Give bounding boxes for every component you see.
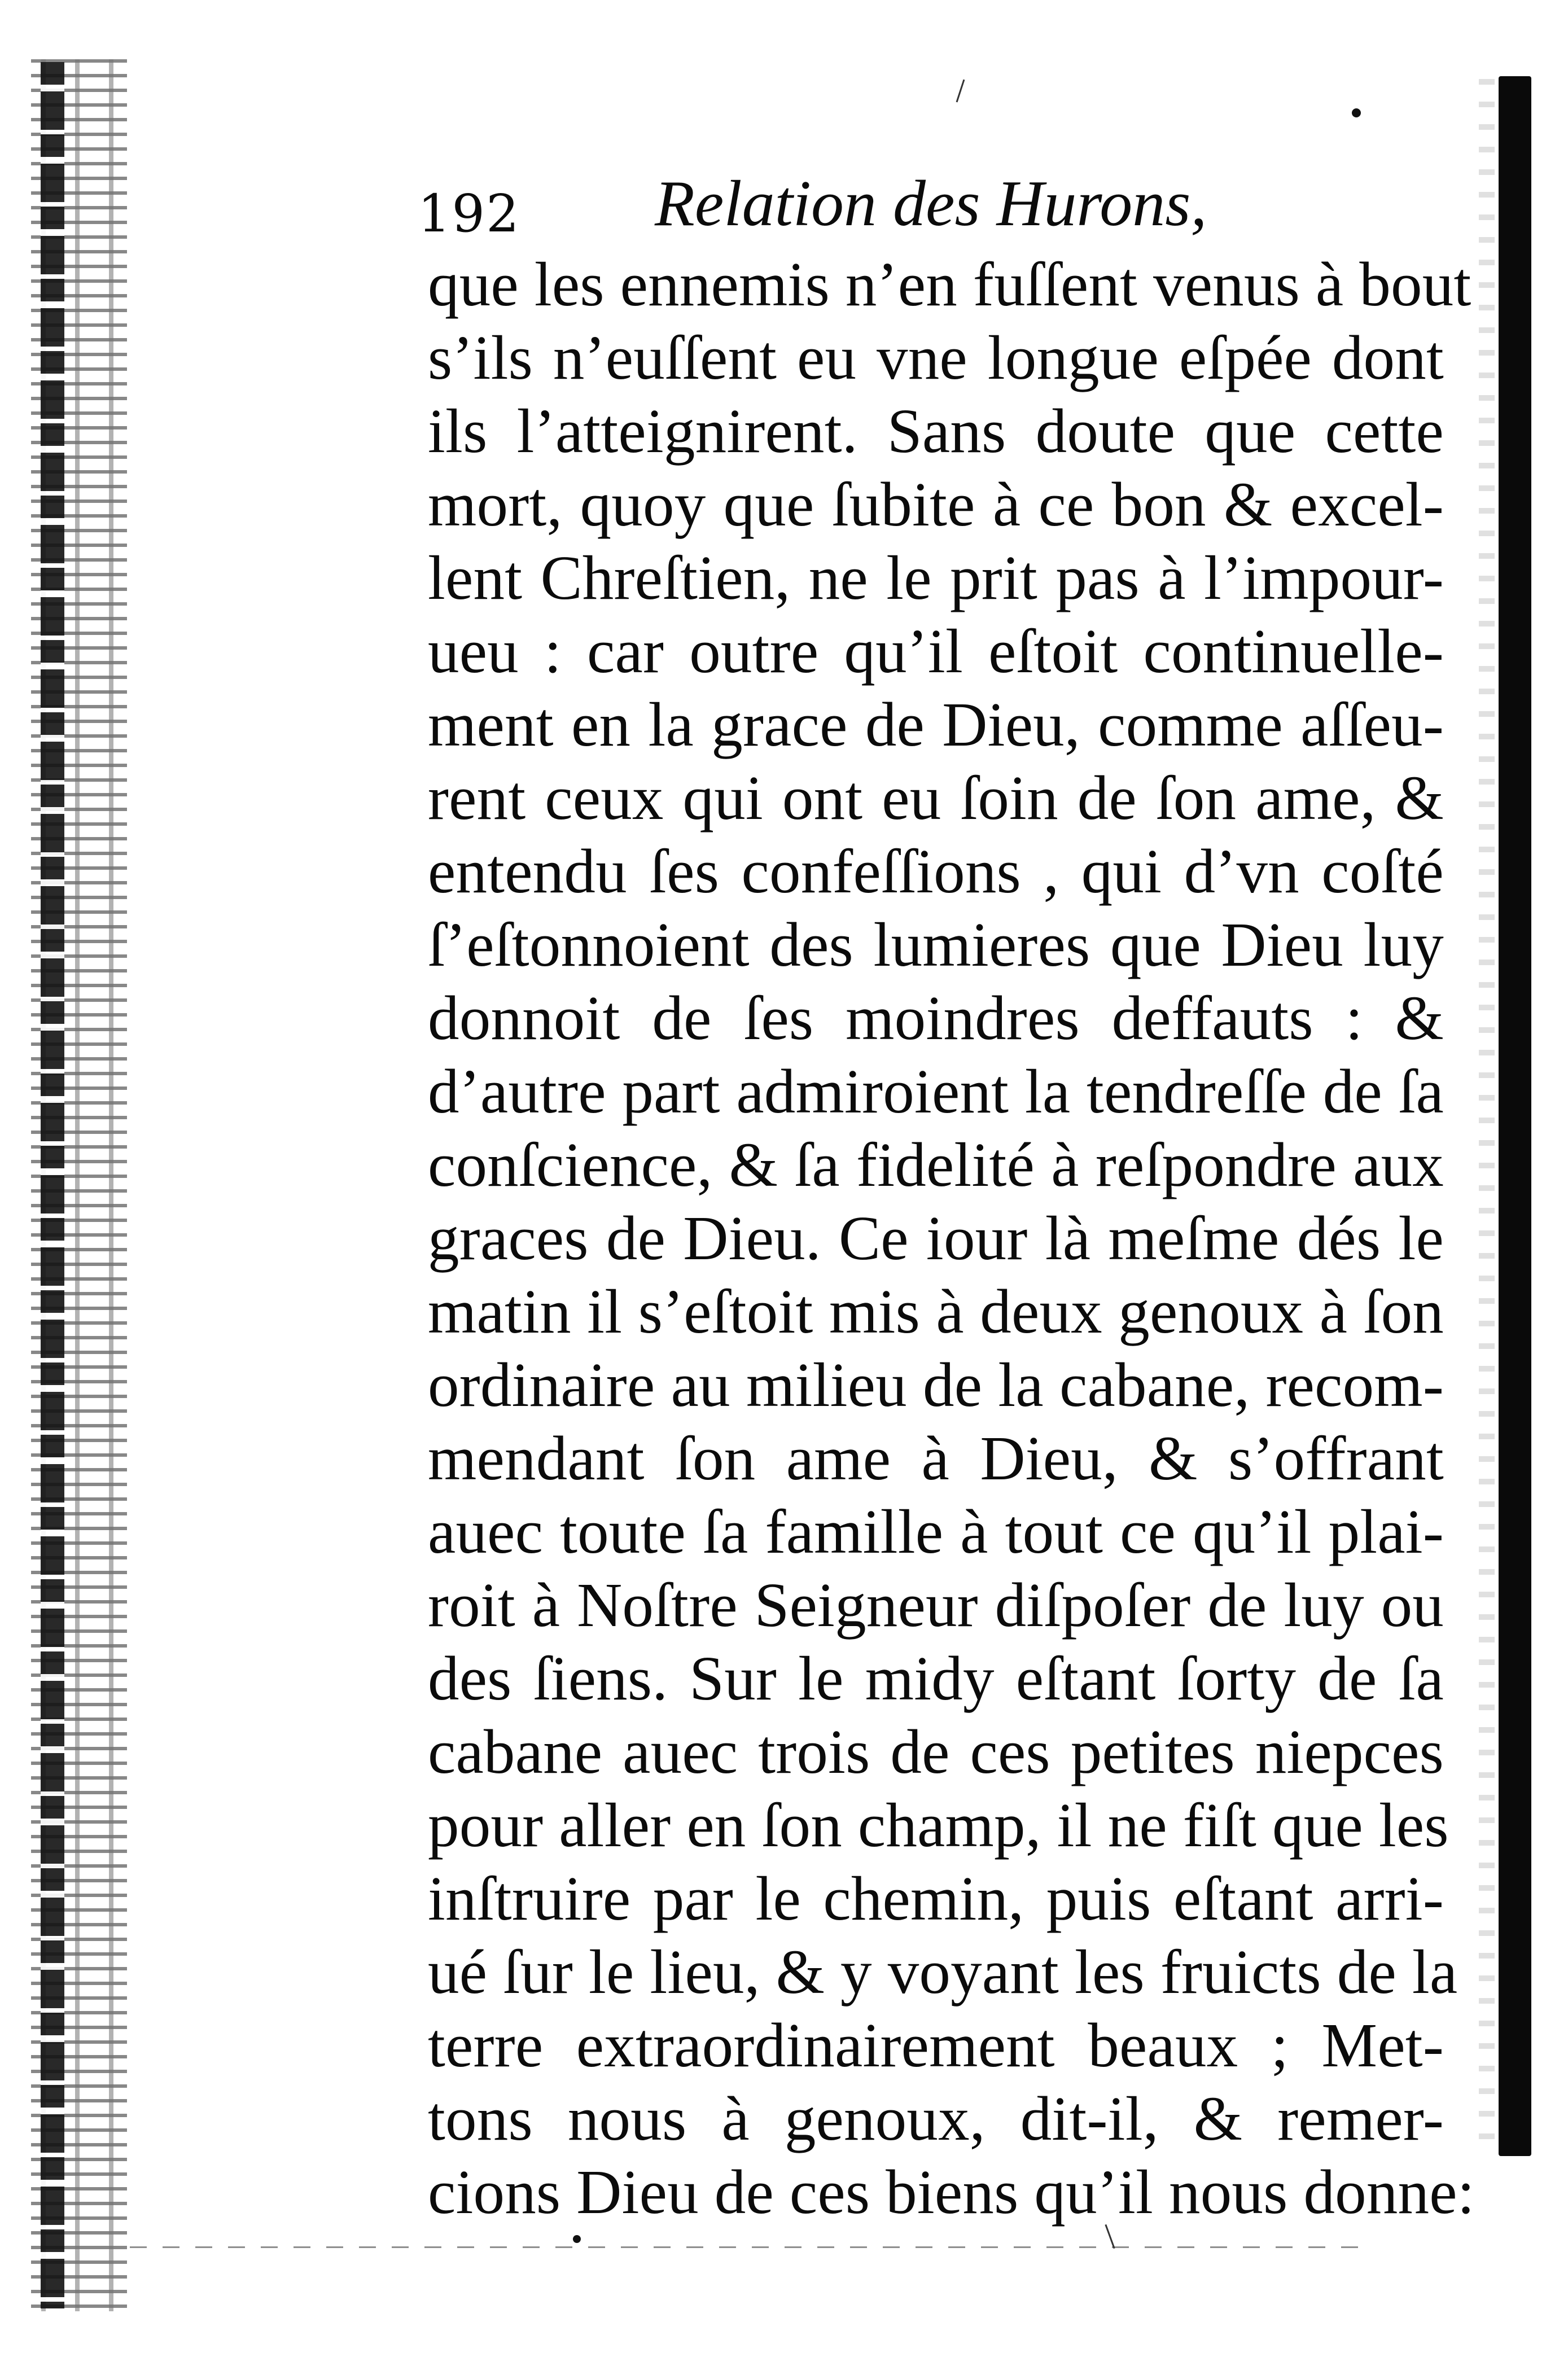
running-title: Relation des Hurons, [655, 168, 1207, 240]
text-line: pour aller en ſon champ, il ne fiſt que les [428, 1791, 1449, 1860]
text-line: matin il s’eſtoit mis à deux genoux à ſon [428, 1277, 1444, 1347]
left-page-edge [41, 62, 64, 2308]
right-page-shadow [1479, 79, 1495, 2156]
text-line: lent Chreſtien, ne le prit pas à l’impour- [428, 544, 1444, 613]
text-line: des ſiens. Sur le midy eſtant ſorty de ſa [428, 1644, 1444, 1714]
text-line: que les ennemis n’en fuſſent venus à bout [428, 250, 1471, 319]
page-number: 192 [418, 183, 520, 244]
right-page-edge [1499, 76, 1531, 2156]
text-line: mort, quoy que ſubite à ce bon & excel- [428, 470, 1444, 540]
bottom-scan-line [130, 2246, 1372, 2248]
text-line: ment en la grace de Dieu, comme aſſeu- [428, 690, 1444, 760]
ink-dot [573, 2235, 581, 2243]
text-line: s’ils n’euſſent eu vne longue eſpée dont [428, 323, 1444, 393]
text-line: ils l’atteignirent. Sans doute que cette [428, 397, 1444, 466]
text-line: rent ceux qui ont eu ſoin de ſon ame, & [428, 764, 1444, 833]
text-line: d’autre part admiroient la tendreſſe de ſa [428, 1057, 1444, 1127]
ink-dot [1352, 108, 1361, 117]
text-line: ué ſur le lieu, & y voyant les fruicts de la [428, 1938, 1458, 2007]
text-line: mendant ſon ame à Dieu, & s’offrant [428, 1424, 1444, 1493]
text-line: ordinaire au milieu de la cabane, recom- [428, 1351, 1444, 1420]
text-line: ſ’eſtonnoient des lumieres que Dieu luy [428, 910, 1444, 980]
text-line: inſtruire par le chemin, puis eſtant arri- [428, 1864, 1444, 1934]
text-line: cions Dieu de ces biens qu’il nous donne: [428, 2158, 1475, 2227]
text-line: ueu : car outre qu’il eſtoit continuelle- [428, 617, 1444, 686]
body-text [428, 248, 1475, 2227]
text-line: auec toute ſa famille à tout ce qu’il plai- [428, 1497, 1444, 1567]
text-line: cabane auec trois de ces petites niepces [428, 1718, 1444, 1787]
text-line: roit à Noſtre Seigneur diſpoſer de luy ou [428, 1571, 1444, 1640]
text-line: entendu ſes confeſſions , qui d’vn coſté [428, 837, 1444, 906]
text-line: graces de Dieu. Ce iour là meſme dés le [428, 1204, 1444, 1273]
text-line: tons nous à genoux, dit-il, & remer- [428, 2084, 1444, 2154]
page-header [418, 167, 1445, 251]
text-line: terre extraordinairement beaux ; Met- [428, 2011, 1444, 2080]
text-line: donnoit de ſes moindres deffauts : & [428, 984, 1444, 1053]
text-line: conſcience, & ſa fidelité à reſpondre aux [428, 1131, 1444, 1200]
scan-mark [956, 80, 965, 103]
